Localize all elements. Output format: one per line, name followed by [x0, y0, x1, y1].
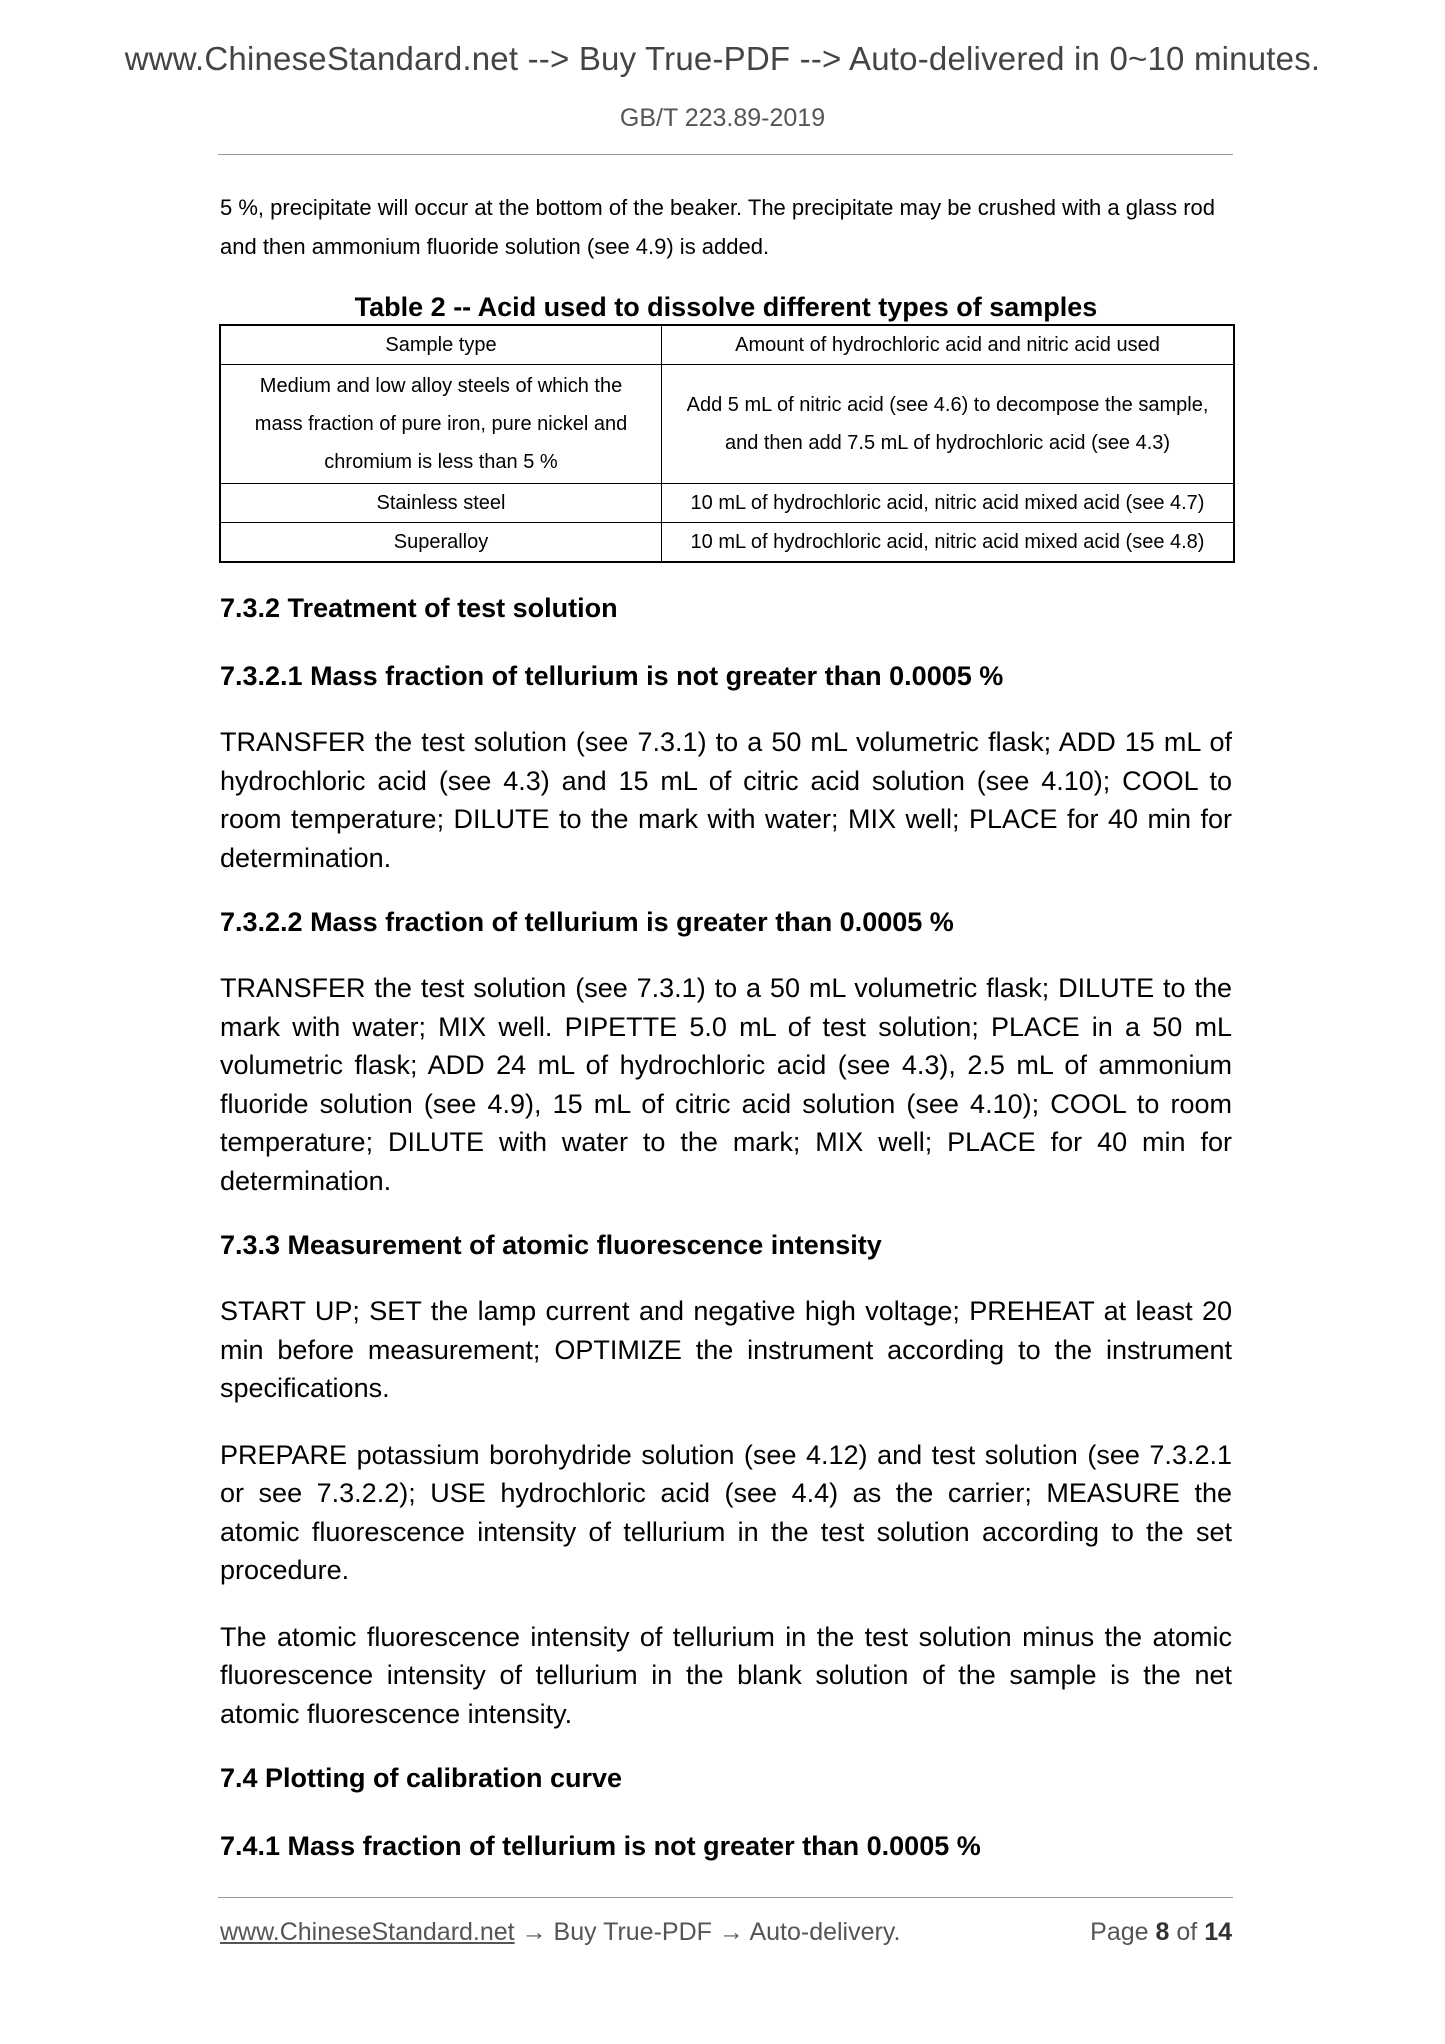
column-header-acid-amount: Amount of hydrochloric acid and nitric acid used	[662, 325, 1235, 365]
cell-line: Medium and low alloy steels of which the	[259, 375, 623, 397]
table-title: Table 2 -- Acid used to dissolve different types of samples	[354, 292, 1098, 322]
acid-table	[219, 324, 1235, 563]
footer-site-link[interactable]: www.ChineseStandard.net	[220, 1918, 515, 1946]
table-row	[220, 523, 1234, 563]
current-page-number: 8	[1155, 1918, 1170, 1946]
of-label: of	[1176, 1918, 1198, 1946]
table-row	[220, 365, 1234, 484]
intro-paragraph: 5 %, precipitate will occur at the bottom of the beaker. The precipitate may be crushed with a glass rod and then ammonium fluoride solution (see 4.9) is added.	[220, 195, 1216, 259]
table-row	[220, 484, 1234, 523]
paragraph-7-3-2-2: TRANSFER the test solution (see 7.3.1) to a 50 mL volumetric flask; DILUTE to the mark with water; MIX well. PIPETTE 5.0 mL of test solution; PLACE in a 50 mL volumetric flask; ADD 24 mL of hydrochloric acid (see 4.3), 2.5 mL of ammonium fluoride solution (see 4.9), 15 mL of citric acid solution (see 4.10); COOL to room temperature; DILUTE with water to the mark; MIX well; PLACE for 40 min for determination.	[220, 973, 1232, 1196]
page-indicator	[1090, 1918, 1232, 1947]
section-heading-7-3-3: 7.3.3 Measurement of atomic fluorescence intensity	[220, 1230, 882, 1260]
header-divider	[218, 154, 1233, 155]
page-label: Page	[1090, 1918, 1149, 1946]
section-heading-7-3-2-1: 7.3.2.1 Mass fraction of tellurium is not greater than 0.0005 %	[220, 661, 1004, 691]
section-heading-7-4: 7.4 Plotting of calibration curve	[220, 1763, 623, 1793]
column-header-sample-type: Sample type	[220, 325, 662, 365]
paragraph-7-3-2-1: TRANSFER the test solution (see 7.3.1) to a 50 mL volumetric flask; ADD 15 mL of hydrochloric acid (see 4.3) and 15 mL of citric acid solution (see 4.10); COOL to room temperature; DILUTE to the mark with water; MIX well; PLACE for 40 min for determination.	[220, 727, 1232, 873]
arrow-icon: →	[718, 1918, 744, 1946]
page-content	[220, 188, 1232, 1863]
footer-auto-text: Auto-delivery.	[749, 1918, 901, 1946]
cell-line: and then add 7.5 mL of hydrochloric acid (see 4.3)	[724, 432, 1171, 454]
footer-buy-text: Buy True-PDF	[553, 1918, 712, 1946]
section-heading-7-4-1: 7.4.1 Mass fraction of tellurium is not greater than 0.0005 %	[220, 1831, 981, 1861]
table-cell-acid-amount: 10 mL of hydrochloric acid, nitric acid mixed acid (see 4.7)	[662, 484, 1235, 523]
cell-line: mass fraction of pure iron, pure nickel and	[254, 413, 628, 435]
table-cell-sample-type: Stainless steel	[220, 484, 662, 523]
paragraph-7-3-3-net: The atomic fluorescence intensity of tellurium in the test solution minus the atomic fluorescence intensity of tellurium in the blank solution of the sample is the net atomic fluorescence intensity.	[220, 1621, 1232, 1729]
arrow-icon: →	[521, 1918, 547, 1946]
table-cell-acid-amount: 10 mL of hydrochloric acid, nitric acid mixed acid (see 4.8)	[662, 523, 1235, 563]
paragraph-7-3-3-setup: START UP; SET the lamp current and negative high voltage; PREHEAT at least 20 min before measurement; OPTIMIZE the instrument according to the instrument specifications.	[220, 1296, 1232, 1403]
total-pages-number: 14	[1204, 1918, 1232, 1946]
table-header-row	[220, 325, 1234, 365]
footer-divider	[218, 1897, 1233, 1898]
table-cell-acid-amount	[662, 365, 1235, 484]
cell-line: chromium is less than 5 %	[324, 451, 558, 473]
section-heading-7-3-2: 7.3.2 Treatment of test solution	[220, 593, 618, 623]
page-footer	[220, 1918, 1232, 1947]
cell-line: Add 5 mL of nitric acid (see 4.6) to decompose the sample,	[686, 394, 1209, 416]
top-banner: www.ChineseStandard.net --> Buy True-PDF --> Auto-delivered in 0~10 minutes.	[124, 40, 1321, 77]
paragraph-7-3-3-measure: PREPARE potassium borohydride solution (see 4.12) and test solution (see 7.3.2.1 or see 7.3.2.2); USE hydrochloric acid (see 4.4) as the carrier; MEASURE the atomic fluorescence intensity of tellurium in the test solution according to the set procedure.	[220, 1439, 1232, 1585]
standard-number: GB/T 223.89-2019	[619, 104, 826, 132]
table-cell-sample-type: Superalloy	[220, 523, 662, 563]
section-heading-7-3-2-2: 7.3.2.2 Mass fraction of tellurium is greater than 0.0005 %	[220, 907, 954, 937]
table-cell-sample-type	[220, 365, 662, 484]
